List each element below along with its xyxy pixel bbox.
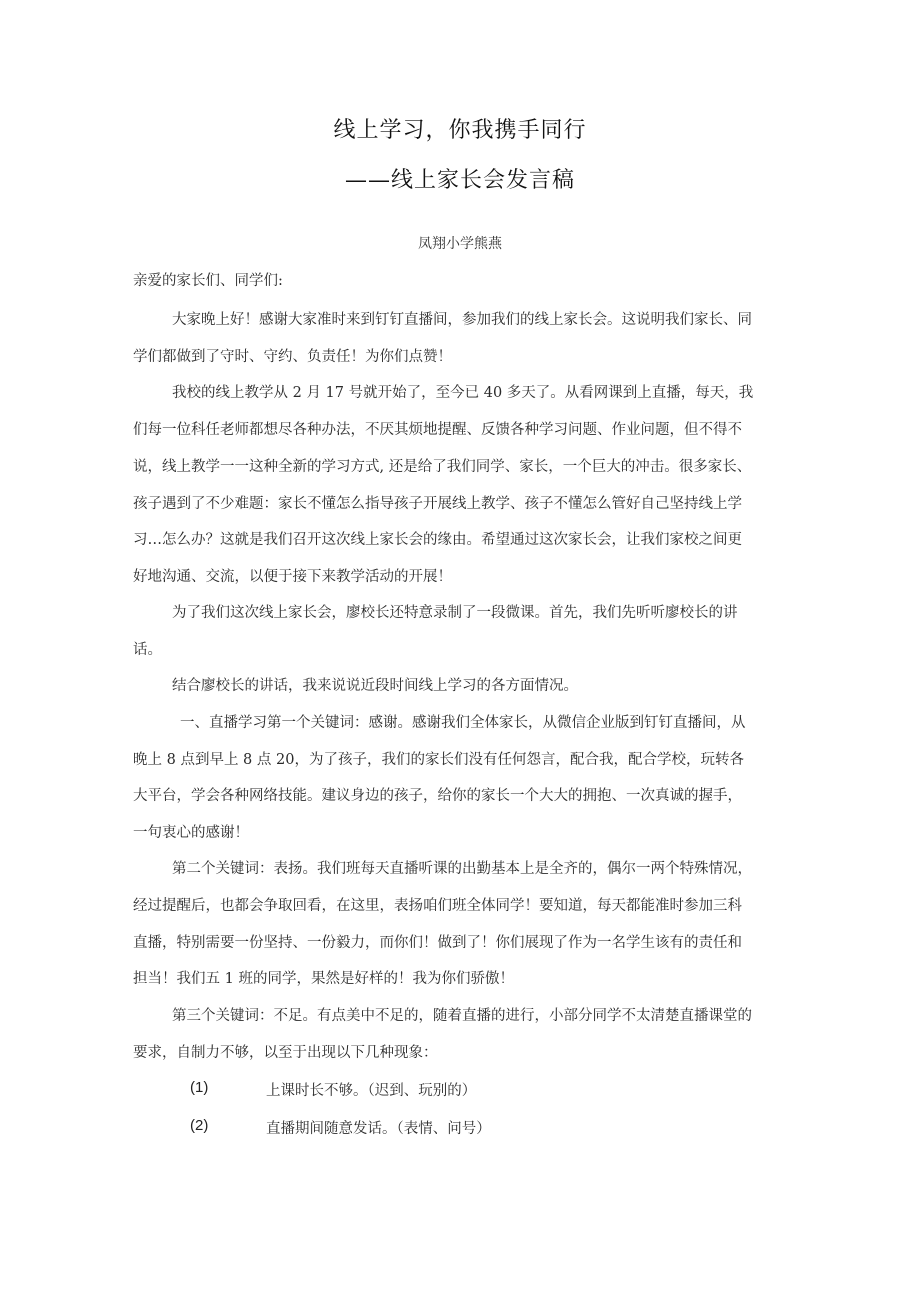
paragraph-line: 大平台，学会各种网络技能。建议身边的孩子，给你的家长一个大大的拥抱、一次真诚的握手， (133, 788, 742, 804)
author-line: 凤翔小学熊燕 (418, 236, 502, 252)
paragraph-line: 我校的线上教学从 2 月 17 号就开始了，至今已 40 多天了。从看网课到上直播，每天，我 (172, 385, 754, 401)
paragraph-line: 为了我们这次线上家长会，廖校长还特意录制了一段微课。首先，我们先听听廖校长的讲 (172, 605, 738, 621)
paragraph-line: 好地沟通、交流，以便于接下来教学活动的开展！ (133, 569, 452, 585)
paragraph-line: 一句衷心的感谢！ (133, 825, 249, 841)
paragraph-line: 们每一位科任老师都想尽各种办法，不厌其烦地提醒、反馈各种学习问题、作业问题，但不得不 (133, 422, 742, 438)
paragraph-line: 晚上 8 点到早上 8 点 20，为了孩子，我们的家长们没有任何怨言，配合我，配合学校，玩转各 (133, 752, 744, 768)
paragraph-line: 经过提醒后，也都会争取回看，在这里，表扬咱们班全体同学！要知道，每天都能准时参加三科 (133, 898, 742, 914)
paragraph-line: 第三个关键词：不足。有点美中不足的，随着直播的进行，小部分同学不太清楚直播课堂的 (172, 1008, 752, 1024)
paragraph-line: 一、直播学习第一个关键词：感谢。感谢我们全体家长，从微信企业版到钉钉直播间，从 (180, 715, 746, 731)
paragraph-line: 孩子遇到了不少难题：家长不懂怎么指导孩子开展线上教学、孩子不懂怎么管好自己坚持线上学 (133, 496, 742, 512)
paragraph-line: 结合廖校长的讲话，我来说说近段时间线上学习的各方面情况。 (172, 678, 578, 694)
paragraph-line: 大家晚上好！感谢大家准时来到钉钉直播间，参加我们的线上家长会。这说明我们家长、同 (172, 312, 752, 328)
paragraph-line: 担当！我们五 1 班的同学，果然是好样的！我为你们骄傲！ (133, 971, 514, 987)
paragraph-line: 习…怎么办？这就是我们召开这次线上家长会的缘由。希望通过这次家长会，让我们家校之间更 (133, 532, 742, 548)
paragraph-line: 话。 (133, 642, 162, 658)
paragraph-line: 说，线上教学一一这种全新的学习方式, 还是给了我们同学、家长，一个巨大的冲击。很多家长、 (133, 459, 752, 475)
list-item-text: 上课时长不够。（迟到、玩别的） (266, 1083, 477, 1099)
paragraph-line: 要求，自制力不够，以至于出现以下几种现象： (133, 1045, 438, 1061)
list-item-text: 直播期间随意发话。（表情、问号） (266, 1121, 491, 1137)
paragraph-line: 学们都做到了守时、守约、负责任！为你们点赞！ (133, 349, 452, 365)
list-item-number: (1) (190, 1079, 209, 1096)
paragraph-line: 直播，特别需要一份坚持、一份毅力，而你们！做到了！你们展现了作为一名学生该有的责任和 (133, 935, 742, 951)
document-subtitle: ——线上家长会发言稿 (344, 168, 575, 193)
document-title: 线上学习，你我携手同行 (333, 118, 587, 143)
list-item-number: (2) (190, 1117, 209, 1134)
paragraph-line: 第二个关键词：表扬。我们班每天直播听课的出勤基本上是全齐的，偶尔一两个特殊情况， (172, 861, 752, 877)
greeting-line: 亲爱的家长们、同学们: (133, 273, 283, 289)
